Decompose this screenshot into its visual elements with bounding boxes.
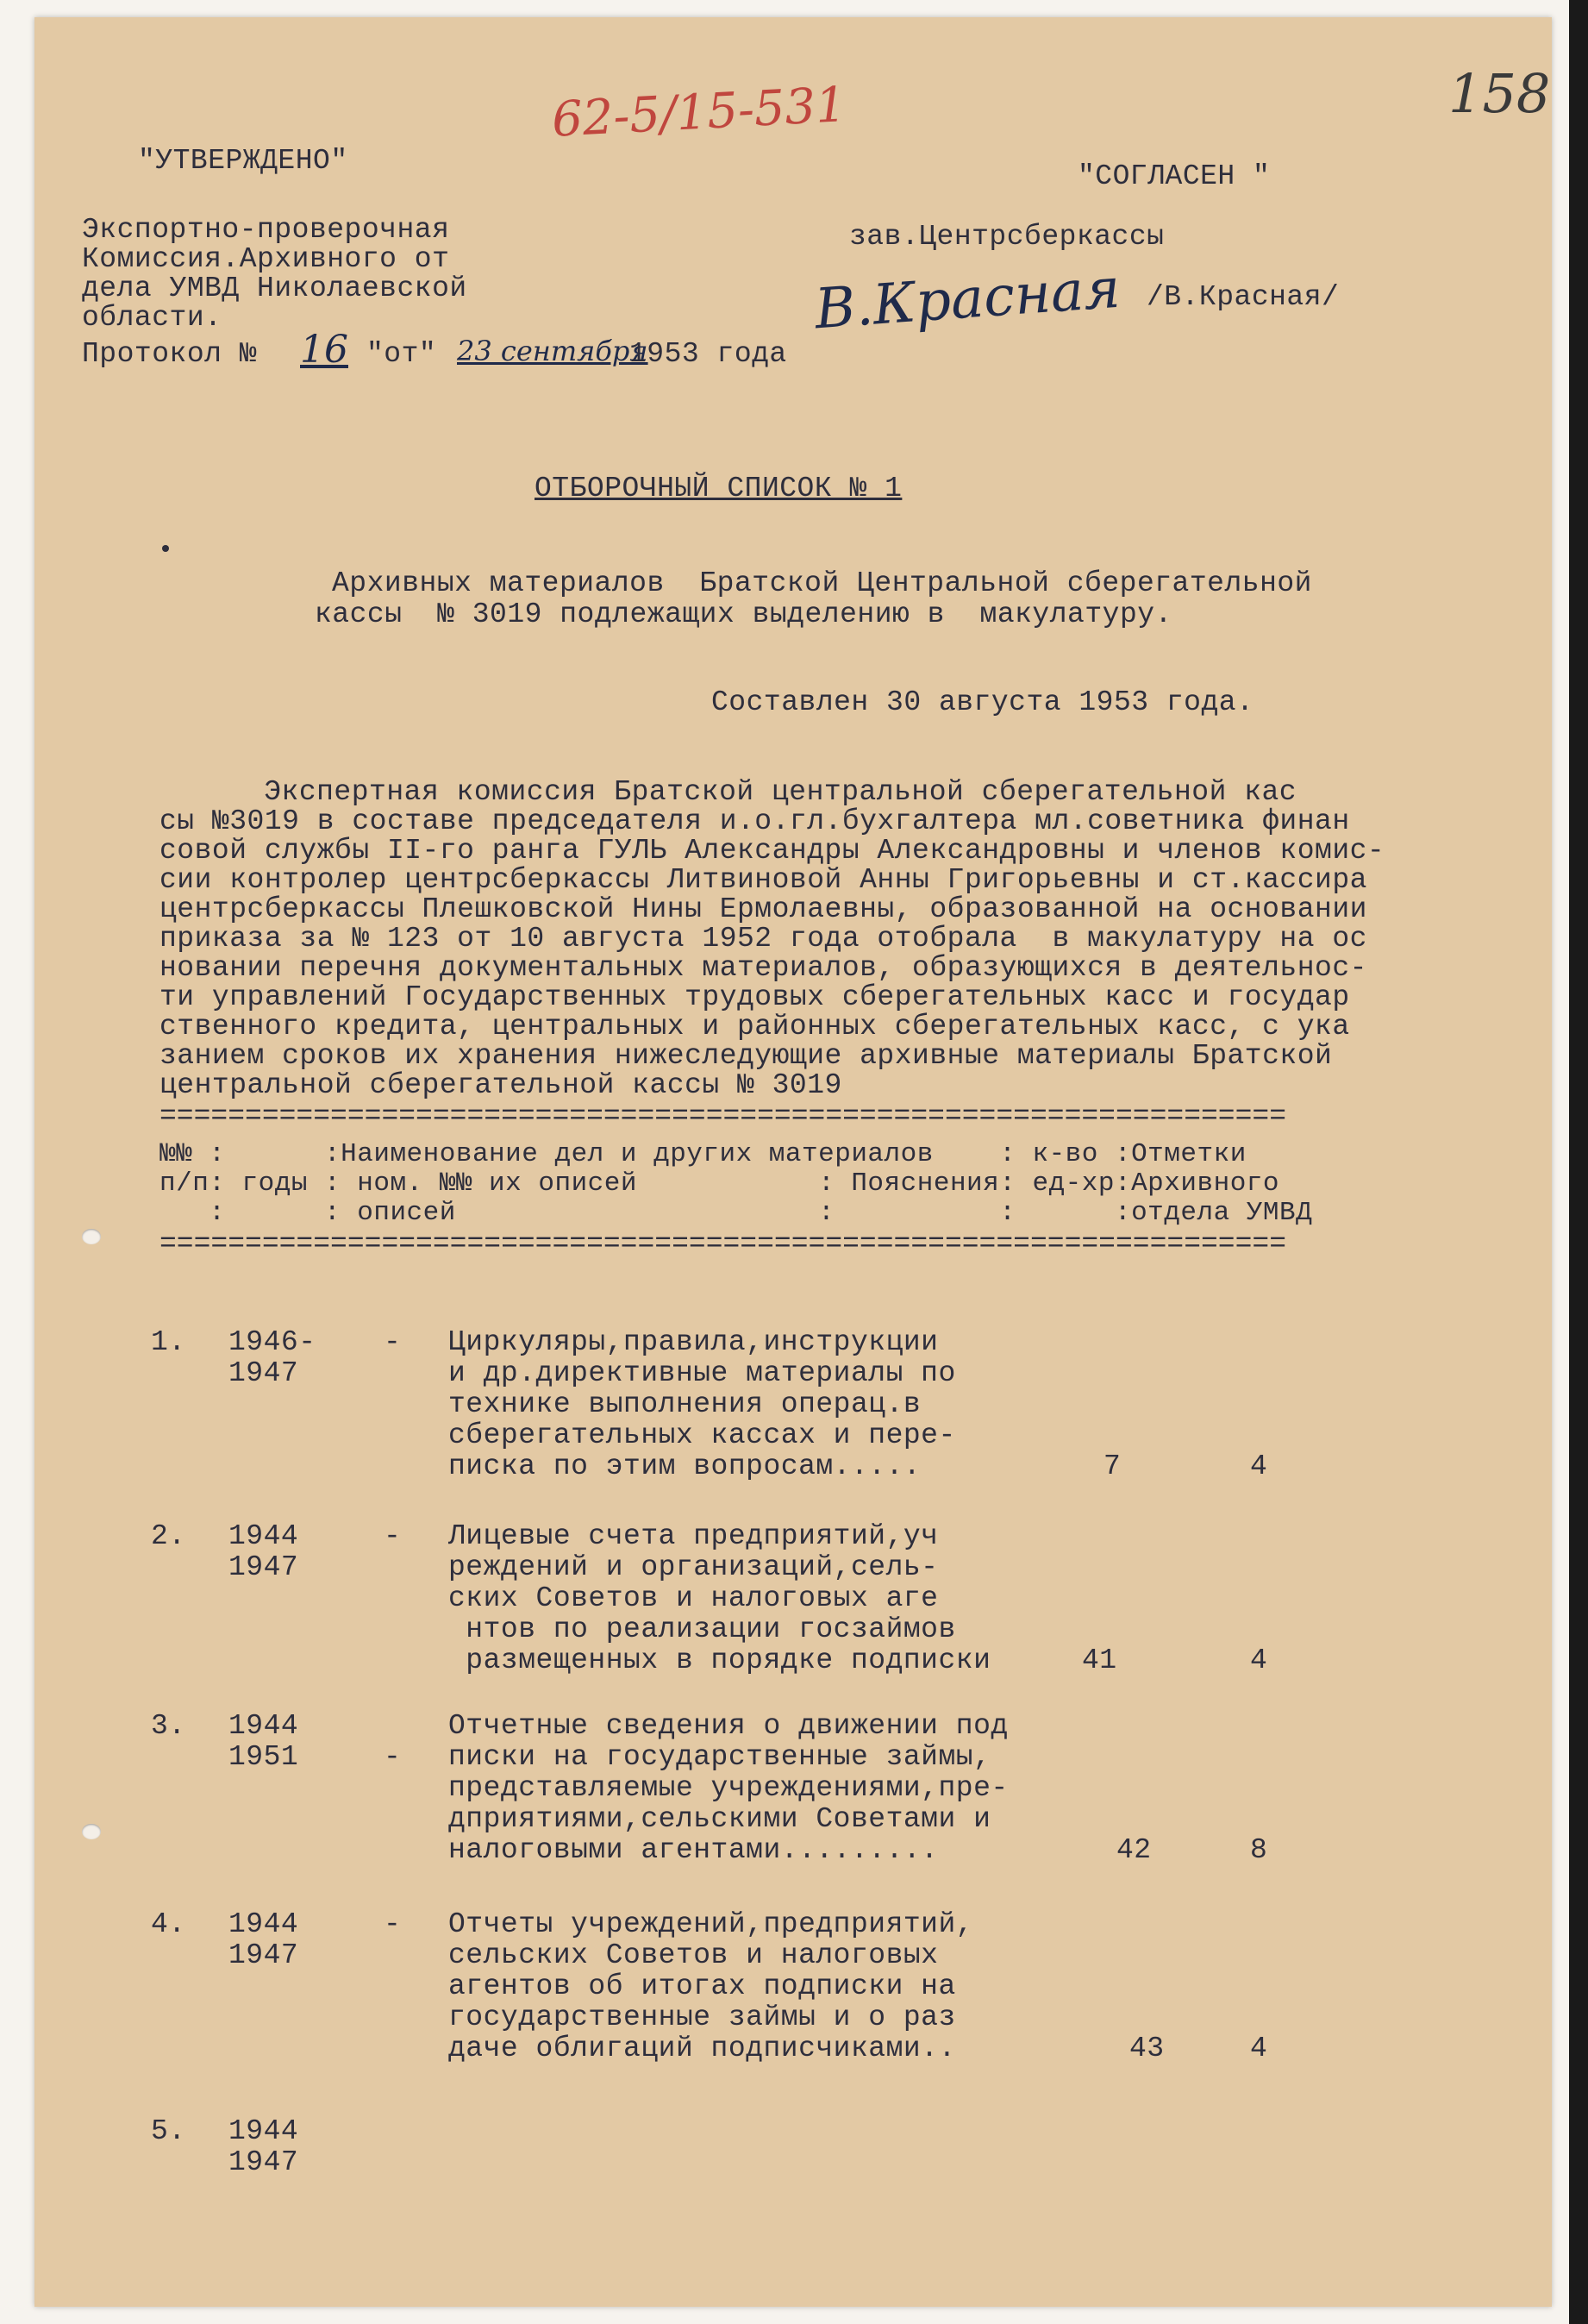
row-years: 1951 [228, 1741, 299, 1773]
table-header-line: : : описей : : :отдела УМВД [159, 1198, 1313, 1228]
row-text-line: представляемые учреждениями,пре- [448, 1772, 1009, 1804]
subtitle-line: кассы № 3019 подлежащих выделению в макулатуру. [315, 598, 1172, 630]
body-line: сии контролер центрсберкассы Литвиновой Анны Григорьевны и ст.кассира [159, 864, 1367, 896]
row-count-a: 41 [1082, 1644, 1117, 1676]
table-header-line: п/п: годы : ном. №№ их описей : Пояснения: ед-хр:Архивного [159, 1168, 1280, 1199]
row-years: 1947 [228, 2146, 299, 2178]
row-text-line: ских Советов и налоговых аге [448, 1582, 939, 1614]
table-rule-top: ================================================================== [159, 1100, 1287, 1132]
row-text-line: даче облигаций подписчиками.. [448, 2033, 956, 2064]
page-number: 158 [1448, 62, 1551, 125]
agreed-position: зав.Центрсберкассы [849, 221, 1165, 253]
row-text-line: государственные займы и о раз [448, 2001, 956, 2033]
row-years: 1944 [228, 1520, 299, 1552]
protocol-number: 16 [300, 328, 348, 372]
agreed-label: "СОГЛАСЕН " [1078, 160, 1271, 192]
row-text-line: писки на государственные займы, [448, 1741, 991, 1773]
row-years: 1947 [228, 1551, 299, 1583]
row-years: 1944 [228, 2115, 299, 2147]
approved-label: "УТВЕРЖДЕНО" [138, 145, 348, 177]
row-text-line: Циркуляры,правила,инструкции [448, 1326, 939, 1358]
row-count-a: 43 [1129, 2033, 1165, 2064]
row-years: 1944 [228, 1710, 299, 1742]
row-text-line: технике выполнения операц.в [448, 1388, 922, 1420]
document-page [34, 17, 1552, 2307]
row-text-line: писка по этим вопросам..... [448, 1450, 922, 1482]
commission-line: Экспортно-проверочная [82, 214, 450, 246]
row-years: 1944 [228, 1908, 299, 1940]
body-line: центральной сберегательной кассы № 3019 [159, 1069, 842, 1101]
row-text-line: и др.директивные материалы по [448, 1357, 956, 1389]
row-text-line: сельских Советов и налоговых [448, 1939, 939, 1971]
row-text-line: дприятиями,сельскими Советами и [448, 1803, 991, 1835]
row-text-line: Отчеты учреждений,предприятий, [448, 1908, 974, 1940]
commission-line: дела УМВД Николаевской [82, 272, 467, 304]
body-line: приказа за № 123 от 10 августа 1952 года отобрала в макулатуру на ос [159, 923, 1367, 955]
row-years: 1947 [228, 1939, 299, 1971]
row-text-line: Лицевые счета предприятий,уч [448, 1520, 939, 1552]
ink-dot [162, 545, 169, 552]
row-years: 1946- [228, 1326, 316, 1358]
subtitle-line: Архивных материалов Братской Центральной сберегательной [332, 567, 1312, 599]
row-years: 1947 [228, 1357, 299, 1389]
row-count-b: 8 [1250, 1834, 1268, 1866]
row-number: 4. [151, 1908, 186, 1940]
protocol-date: 23 сентября [457, 335, 648, 367]
table-header-line: №№ : :Наименование дел и других материалов : к-во :Отметки [159, 1139, 1247, 1169]
document-title: ОТБОРОЧНЫЙ СПИСОК № 1 [535, 473, 903, 504]
protocol-year: 1953 года [629, 338, 787, 370]
scan-edge [1569, 0, 1588, 2324]
signature: В.Красная [812, 256, 1122, 342]
body-line: совой службы II-го ранга ГУЛЬ Александры Александровны и членов комис- [159, 835, 1385, 867]
row-count-b: 4 [1250, 2033, 1268, 2064]
archive-code: 62-5/15-531 [550, 77, 848, 148]
body-line: ти управлений Государственных трудовых сберегательных касс и государ [159, 981, 1350, 1013]
row-dash: - [384, 1326, 402, 1358]
row-dash: - [384, 1741, 402, 1773]
row-count-a: 42 [1116, 1834, 1152, 1866]
body-line: новании перечня документальных материалов, образующихся в деятельнос- [159, 952, 1367, 984]
row-count-b: 4 [1250, 1644, 1268, 1676]
row-number: 5. [151, 2115, 186, 2147]
row-number: 1. [151, 1326, 186, 1358]
agreed-name: /В.Красная/ [1147, 281, 1340, 313]
punch-hole [82, 1824, 101, 1839]
row-dash: - [384, 1520, 402, 1552]
body-line: Экспертная комиссия Братской центральной сберегательной кас [194, 776, 1297, 808]
protocol-of: "от" [366, 338, 437, 370]
row-text-line: агентов об итогах подписки на [448, 1970, 956, 2002]
body-line: сы №3019 в составе председателя и.о.гл.бухгалтера мл.советника финан [159, 805, 1350, 837]
row-text-line: нтов по реализации госзаймов [448, 1613, 956, 1645]
row-text-line: сберегательных кассах и пере- [448, 1419, 956, 1451]
row-text-line: Отчетные сведения о движении под [448, 1710, 1009, 1742]
protocol-prefix: Протокол № [82, 338, 258, 370]
row-count-b: 4 [1250, 1450, 1268, 1482]
table-rule-bottom: ================================================================== [159, 1228, 1287, 1260]
body-line: занием сроков их хранения нижеследующие архивные материалы Братской [159, 1040, 1333, 1072]
row-number: 3. [151, 1710, 186, 1742]
commission-line: области. [82, 302, 222, 334]
row-count-a: 7 [1103, 1450, 1122, 1482]
row-dash: - [384, 1908, 402, 1940]
row-text-line: размещенных в порядке подписки [448, 1644, 991, 1676]
row-text-line: налоговыми агентами......... [448, 1834, 939, 1866]
body-line: ственного кредита, центральных и районных сберегательных касс, с ука [159, 1011, 1350, 1043]
row-text-line: реждений и организаций,сель- [448, 1551, 939, 1583]
row-number: 2. [151, 1520, 186, 1552]
punch-hole [82, 1229, 101, 1244]
body-line: центрсберкассы Плешковской Нины Ермолаевны, образованной на основании [159, 893, 1367, 925]
commission-line: Комиссия.Архивного от [82, 243, 450, 275]
compiled-date: Составлен 30 августа 1953 года. [711, 686, 1254, 718]
